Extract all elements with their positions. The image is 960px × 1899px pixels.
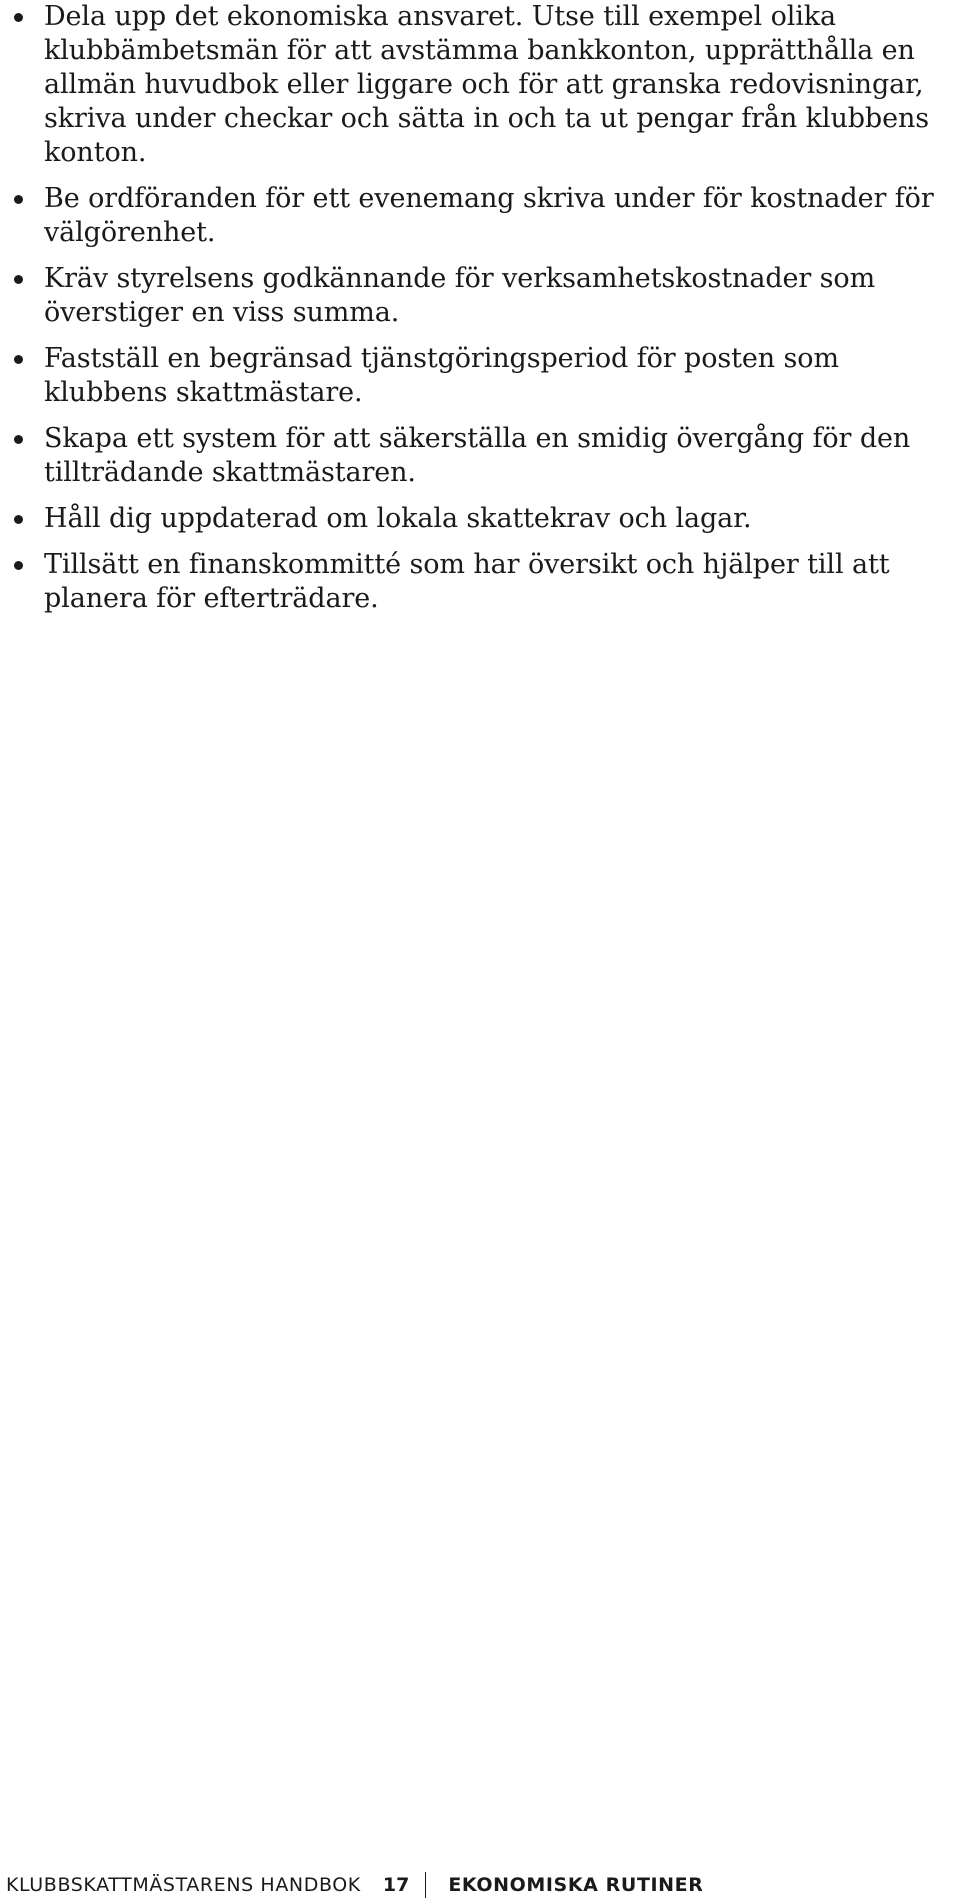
- list-item-text: Fastställ en begränsad tjänstgöringsperiod för posten som klubbens skattmästare.: [44, 343, 839, 408]
- footer-section-title: EKONOMISKA RUTINER: [448, 1874, 704, 1896]
- page-footer: [6, 1872, 703, 1898]
- list-item-text: Kräv styrelsens godkännande för verksamhetskostnader som överstiger en viss summa.: [44, 263, 876, 328]
- list-item-text: Skapa ett system för att säkerställa en smidig övergång för den tillträdande skattmästaren.: [44, 423, 911, 488]
- bullet-icon: [14, 275, 23, 284]
- bullet-icon: [14, 515, 23, 524]
- list-item: [14, 262, 954, 330]
- bullet-icon: [14, 195, 23, 204]
- bullet-icon: [14, 355, 23, 364]
- list-item: [14, 0, 954, 170]
- footer-handbook-title: KLUBBSKATTMÄSTARENS HANDBOK: [6, 1874, 361, 1896]
- list-item: [14, 422, 954, 490]
- footer-divider: [425, 1872, 426, 1898]
- bullet-icon: [14, 435, 23, 444]
- list-item: [14, 548, 954, 616]
- list-item-text: Dela upp det ekonomiska ansvaret. Utse till exempel olika klubbämbetsmän för att avstämma bankkonton, upprätthålla en allmän huvudbok eller liggare och för att granska redovisningar, skriva under checkar och sätta in och ta ut pengar från klubbens konton.: [44, 1, 930, 168]
- list-item-text: Tillsätt en finanskommitté som har översikt och hjälper till att planera för efterträdare.: [44, 549, 890, 614]
- bullet-list: [14, 0, 954, 628]
- list-item-text: Håll dig uppdaterad om lokala skattekrav och lagar.: [44, 503, 752, 534]
- list-item: [14, 342, 954, 410]
- footer-page-number: 17: [382, 1874, 410, 1896]
- bullet-icon: [14, 561, 23, 570]
- bullet-icon: [14, 13, 23, 22]
- list-item-text: Be ordföranden för ett evenemang skriva under för kostnader för välgörenhet.: [44, 183, 934, 248]
- list-item: [14, 182, 954, 250]
- list-item: [14, 502, 954, 536]
